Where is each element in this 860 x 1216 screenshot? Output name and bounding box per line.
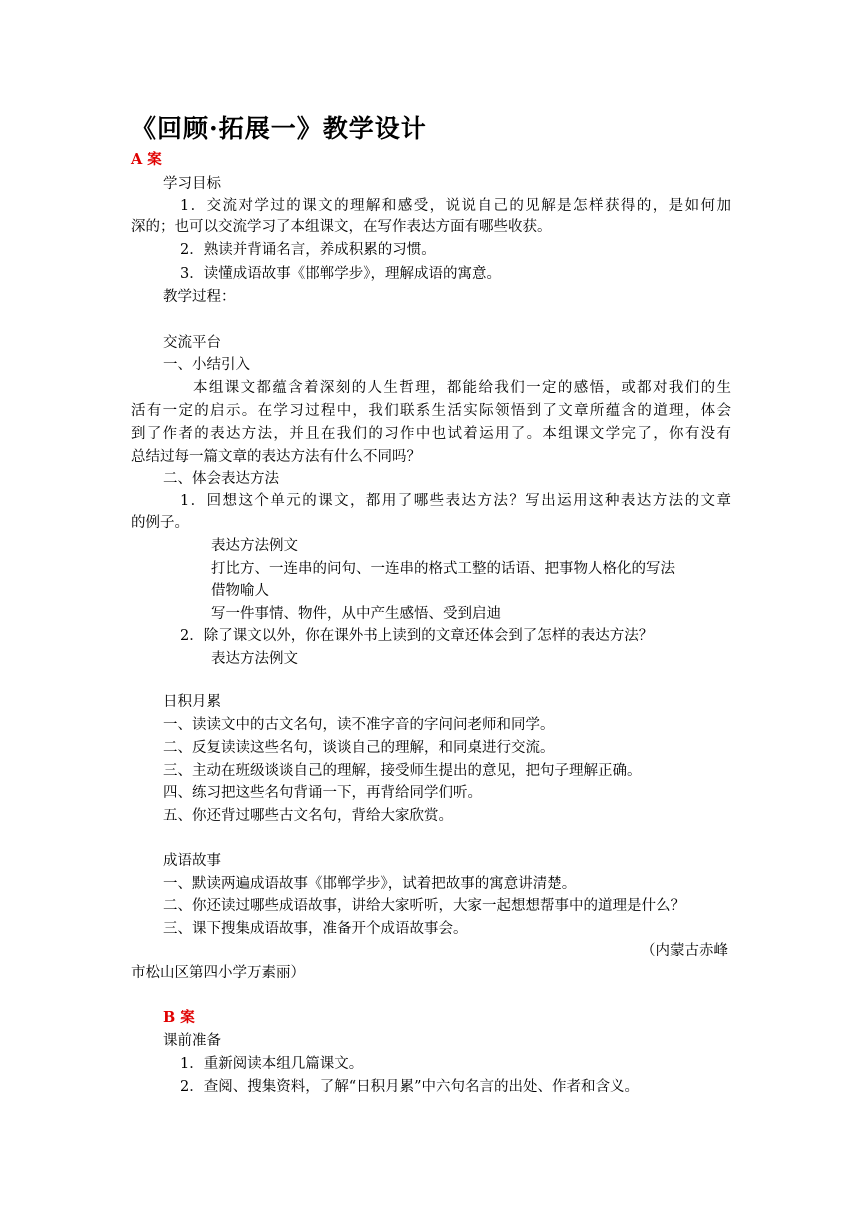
story-item-2: 二、你还读过哪些成语故事，讲给大家听听，大家一起想想帮事中的道理是什么？ (163, 898, 685, 914)
prep-heading: 课前准备 (163, 1033, 221, 1049)
accumulation-item-4: 四、练习把这些名句背诵一下，再背给同学们听。 (163, 785, 482, 801)
table-row-3: 写一件事情、物件，从中产生感悟、受到启迪 (211, 606, 501, 622)
goal-1-line-2: 深的；也可以交流学习了本组课文，在写作表达方面有哪些收获。 (131, 219, 552, 235)
author-line-2: 市松山区第四小学万素丽） (131, 965, 305, 981)
document-title: 《回顾·拓展一》教学设计 (131, 114, 427, 143)
prep-item-1: 1．重新阅读本组几篇课文。 (180, 1056, 364, 1072)
table-row-2: 借物喻人 (211, 583, 269, 599)
section-b-label: B 案 (163, 1009, 195, 1026)
method-2: 2．除了课文以外，你在课外书上读到的文章还体会到了怎样的表达方法？ (180, 628, 654, 644)
goals-heading: 学习目标 (163, 176, 221, 192)
prep-item-2: 2．查阅、搜集资料，了解“日积月累”中六句名言的出处、作者和含义。 (180, 1079, 640, 1095)
story-item-3: 三、课下搜集成语故事，准备开个成语故事会。 (163, 921, 468, 937)
author-line-1: （内蒙古赤峰 (641, 943, 728, 959)
accumulation-item-2: 二、反复读读这些名句，谈谈自己的理解，和同桌进行交流。 (163, 740, 555, 756)
accumulation-item-1: 一、读读文中的古文名句，读不准字音的字问问老师和同学。 (163, 717, 555, 733)
intro-paragraph-line-4: 总结过每一篇文章的表达方法有什么不同吗？ (131, 449, 421, 465)
table-row-1: 打比方、一连串的问句、一连串的格式工整的话语、把事物人格化的写法 (211, 561, 675, 577)
accumulation-heading: 日积月累 (163, 694, 221, 710)
section-a-label: A 案 (131, 151, 162, 168)
method-1-line-2: 的例子。 (131, 515, 189, 531)
platform-heading: 交流平台 (163, 335, 221, 351)
method-1-line-1: 1．回想这个单元的课文，都用了哪些表达方法？写出运用这种表达方法的文章 (180, 493, 731, 509)
process-heading: 教学过程： (163, 289, 236, 305)
intro-paragraph-line-3: 到了作者的表达方法，并且在我们的习作中也试着运用了。本组课文学完了，你有没有 (131, 426, 731, 442)
intro-heading: 一、小结引入 (163, 357, 250, 373)
intro-paragraph-line-2: 活有一定的启示。在学习过程中，我们联系生活实际领悟到了文章所蕴含的道理，体会 (131, 403, 731, 419)
accumulation-item-3: 三、主动在班级谈谈自己的理解，接受师生提出的意见，把句子理解正确。 (163, 763, 642, 779)
intro-paragraph-line-1: 本组课文都蕴含着深刻的人生哲理，都能给我们一定的感悟，或都对我们的生 (193, 380, 731, 396)
goal-2: 2．熟读并背诵名言，养成积累的习惯。 (180, 242, 436, 258)
story-heading: 成语故事 (163, 853, 221, 869)
goal-1-line-1: 1．交流对学过的课文的理解和感受，说说自己的见解是怎样获得的，是如何加 (180, 198, 731, 214)
story-item-1: 一、默读两遍成语故事《邯郸学步》，试着把故事的寓意讲清楚。 (163, 876, 577, 892)
table-header-1: 表达方法例文 (211, 538, 298, 554)
goal-3: 3．读懂成语故事《邯郸学步》，理解成语的寓意。 (180, 266, 501, 282)
accumulation-item-5: 五、你还背过哪些古文名句，背给大家欣赏。 (163, 808, 453, 824)
table-header-2: 表达方法例文 (211, 651, 298, 667)
method-heading: 二、体会表达方法 (163, 471, 279, 487)
